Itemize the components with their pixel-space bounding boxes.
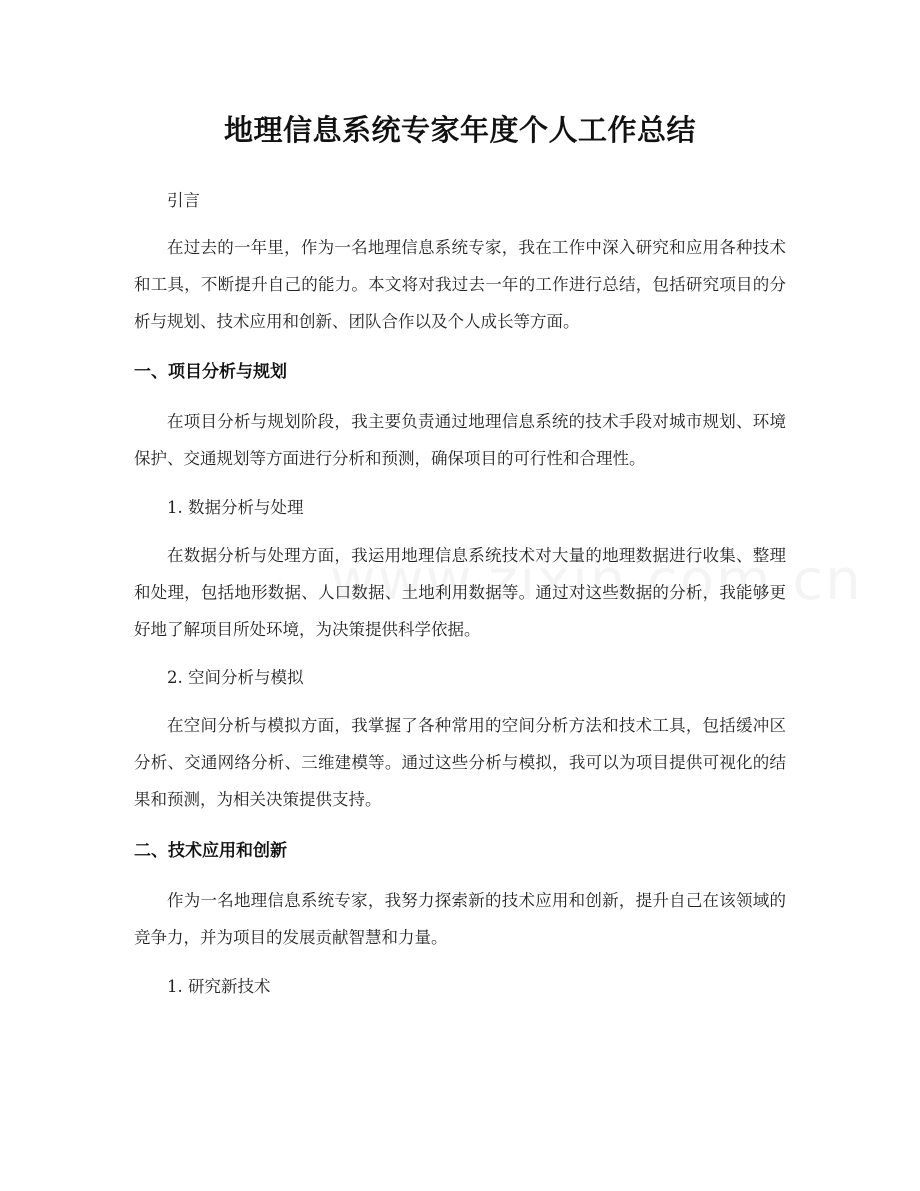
section1-heading: 一、项目分析与规划 [134,362,287,382]
section1-paragraph: 在项目分析与规划阶段，我主要负责通过地理信息系统的技术手段对城市规划、环境保护、交通规划等方面进行分析和预测，确保项目的可行性和合理性。 [134,412,786,468]
section1-sub2-title: 2. 空间分析与模拟 [167,668,304,687]
section1-sub2-paragraph: 在空间分析与模拟方面，我掌握了各种常用的空间分析方法和技术工具，包括缓冲区分析、交通网络分析、三维建模等。通过这些分析与模拟，我可以为项目提供可视化的结果和预测，为相关决策提供支持。 [134,716,786,809]
intro-paragraph: 在过去的一年里，作为一名地理信息系统专家，我在工作中深入研究和应用各种技术和工具，不断提升自己的能力。本文将对我过去一年的工作进行总结，包括研究项目的分析与规划、技术应用和创新、团队合作以及个人成长等方面。 [134,238,786,331]
document-title: 地理信息系统专家年度个人工作总结 [223,113,696,147]
section2-sub1-title: 1. 研究新技术 [167,977,271,996]
section2-paragraph: 作为一名地理信息系统专家，我努力探索新的技术应用和创新，提升自己在该领域的竞争力，并为项目的发展贡献智慧和力量。 [134,891,786,947]
section1-sub1-paragraph: 在数据分析与处理方面，我运用地理信息系统技术对大量的地理数据进行收集、整理和处理，包括地形数据、人口数据、土地利用数据等。通过对这些数据的分析，我能够更好地了解项目所处环境，为决策提供科学依据。 [134,546,786,639]
section1-sub1-title: 1. 数据分析与处理 [167,498,304,517]
section2-heading: 二、技术应用和创新 [134,841,287,861]
intro-label: 引言 [167,191,200,210]
